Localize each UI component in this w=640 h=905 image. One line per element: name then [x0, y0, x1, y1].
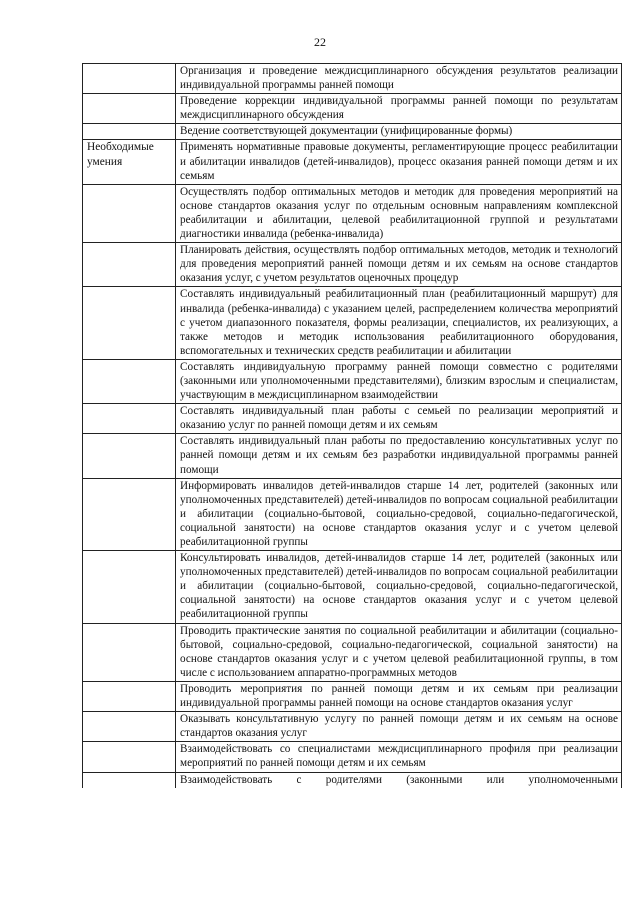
table-row	[83, 184, 622, 242]
row-label	[83, 243, 176, 287]
row-content: Составлять индивидуальную программу ранней помощи совместно с родителями (законными или уполномоченными представителями), близким взрослым и специалистам, участвующим в междисциплинарном взаимодействии	[176, 359, 622, 403]
table-row	[83, 140, 622, 184]
row-label	[83, 772, 176, 788]
row-content: Составлять индивидуальный план работы по предоставлению консультативных услуг по ранней помощи детям и их семьям без разработки индивидуальной программы ранней помощи	[176, 434, 622, 478]
row-label-necessary-skills: Необходимые умения	[83, 140, 176, 184]
row-label	[83, 184, 176, 242]
row-content: Ведение соответствующей документации (унифицированные формы)	[176, 124, 622, 140]
row-label	[83, 551, 176, 623]
table-row	[83, 404, 622, 434]
row-label	[83, 404, 176, 434]
row-label	[83, 124, 176, 140]
row-content: Оказывать консультативную услугу по ранней помощи детям и их семьям на основе стандартов оказания услуг	[176, 712, 622, 742]
row-label	[83, 94, 176, 124]
row-label	[83, 478, 176, 550]
row-content: Проводить практические занятия по социальной реабилитации и абилитации (социально-бытовой, социально-средовой, социально-педагогической, социальной занятости) на основе стандартов оказания услуг и с учетом целевой реабилитационной группы, в том числе с использованием аппаратно-программных методов	[176, 623, 622, 681]
table-row	[83, 551, 622, 623]
competency-table	[82, 63, 622, 788]
row-label	[83, 287, 176, 359]
table-row	[83, 94, 622, 124]
row-content: Взаимодействовать со специалистами междисциплинарного профиля при реализации мероприятий по ранней помощи детям и их семьям	[176, 742, 622, 772]
row-content: Консультировать инвалидов, детей-инвалидов старше 14 лет, родителей (законных или уполномоченных представителей) детей-инвалидов по вопросам социальной реабилитации и абилитации (социально-бытовой, социально-средовой, социально-педагогической, социальной занятости) на основе стандартов оказания услуг и с учетом целевой реабилитационной группы	[176, 551, 622, 623]
table-row	[83, 287, 622, 359]
table-row	[83, 478, 622, 550]
row-content: Проведение коррекции индивидуальной программы ранней помощи по результатам междисциплинарного обсуждения	[176, 94, 622, 124]
row-content: Взаимодействовать с родителями (законными или уполномоченными	[176, 772, 622, 788]
table-row	[83, 623, 622, 681]
row-content: Проводить мероприятия по ранней помощи детям и их семьям при реализации индивидуальной программы ранней помощи на основе стандартов оказания услуг	[176, 681, 622, 711]
table-row	[83, 434, 622, 478]
row-content: Составлять индивидуальный план работы с семьей по реализации мероприятий и оказанию услуг по ранней помощи детям и их семьям	[176, 404, 622, 434]
row-label	[83, 623, 176, 681]
row-label	[83, 681, 176, 711]
row-label	[83, 359, 176, 403]
page-number: 22	[314, 35, 326, 49]
table-row	[83, 359, 622, 403]
row-label	[83, 742, 176, 772]
table-row	[83, 712, 622, 742]
table-row	[83, 742, 622, 772]
table-row	[83, 772, 622, 788]
row-content: Применять нормативные правовые документы, регламентирующие процесс реабилитации и абилитации инвалидов (детей-инвалидов), процесс оказания ранней помощи детям и их семьям	[176, 140, 622, 184]
table-row	[83, 124, 622, 140]
row-label	[83, 64, 176, 94]
row-label	[83, 712, 176, 742]
row-content: Организация и проведение междисциплинарного обсуждения результатов реализации индивидуальной программы ранней помощи	[176, 64, 622, 94]
row-content: Планировать действия, осуществлять подбор оптимальных методов, методик и технологий для проведения мероприятий ранней помощи детям и их семьям на основе стандартов оказания услуг, с учетом результатов оценочных процедур	[176, 243, 622, 287]
row-content: Информировать инвалидов детей-инвалидов старше 14 лет, родителей (законных или уполномоченных представителей) детей-инвалидов по вопросам социальной реабилитации и абилитации (социально-бытовой, социально-средовой, социально-педагогической, социальной занятости) на основе стандартов оказания услуг и с учетом целевой реабилитационной группы	[176, 478, 622, 550]
table-row	[83, 681, 622, 711]
table-row	[83, 64, 622, 94]
row-label	[83, 434, 176, 478]
row-content: Составлять индивидуальный реабилитационный план (реабилитационный маршрут) для инвалида (ребенка-инвалида) с указанием целей, распределением количества мероприятий с учетом диапазонного показателя, формы реализации, специалистов, их реализующих, а также методов и методик использования реабилитационного оборудования, вспомогательных и технических средств реабилитации и абилитации	[176, 287, 622, 359]
row-content: Осуществлять подбор оптимальных методов и методик для проведения мероприятий на основе стандартов оказания услуг по отдельным основным направлениям комплексной реабилитации и абилитации, целевой реабилитационной группой и результатами диагностики инвалида (ребенка-инвалида)	[176, 184, 622, 242]
table-row	[83, 243, 622, 287]
